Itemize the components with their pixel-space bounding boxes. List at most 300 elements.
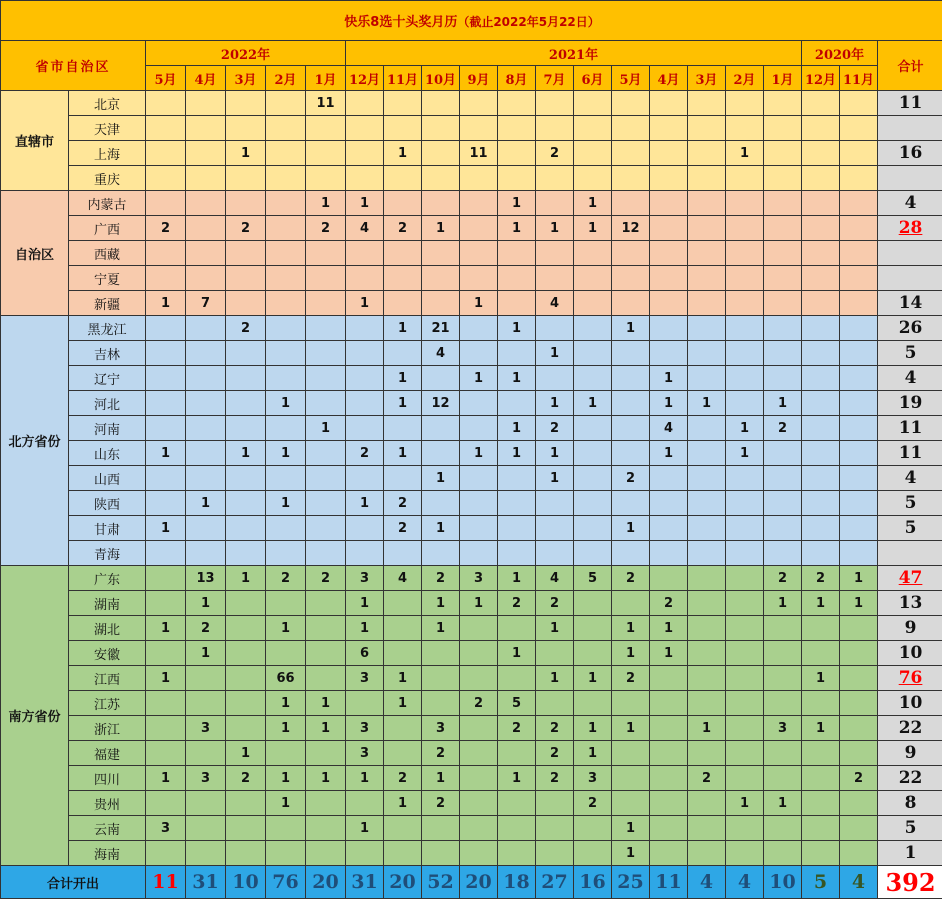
row-total: 11 (878, 91, 942, 116)
count-cell: 2 (536, 141, 574, 166)
count-cell (764, 241, 802, 266)
count-cell (306, 341, 346, 366)
count-cell: 1 (650, 616, 688, 641)
count-cell (726, 491, 764, 516)
count-cell (764, 666, 802, 691)
count-cell (802, 291, 840, 316)
count-cell: 2 (422, 741, 460, 766)
count-cell (186, 691, 226, 716)
row-total: 9 (878, 616, 942, 641)
count-cell (422, 291, 460, 316)
count-cell: 1 (346, 766, 384, 791)
count-cell (186, 191, 226, 216)
count-cell: 1 (266, 441, 306, 466)
count-cell (226, 341, 266, 366)
row-total: 1 (878, 841, 942, 866)
count-cell (226, 641, 266, 666)
count-cell (498, 491, 536, 516)
count-cell: 1 (186, 591, 226, 616)
month-header: 1月 (306, 66, 346, 91)
province-name: 云南 (69, 816, 146, 841)
footer-month-total: 20 (306, 866, 346, 899)
count-cell (266, 216, 306, 241)
count-cell (186, 391, 226, 416)
count-cell: 3 (146, 816, 186, 841)
count-cell: 4 (536, 291, 574, 316)
count-cell (688, 166, 726, 191)
count-cell (688, 791, 726, 816)
subtitle-text: （截止2022年5月22日） (457, 15, 600, 29)
row-total: 26 (878, 316, 942, 341)
count-cell (226, 816, 266, 841)
count-cell (306, 491, 346, 516)
count-cell (650, 466, 688, 491)
count-cell: 1 (460, 591, 498, 616)
count-cell (422, 141, 460, 166)
row-total: 11 (878, 416, 942, 441)
count-cell (688, 741, 726, 766)
count-cell (146, 791, 186, 816)
province-name: 辽宁 (69, 366, 146, 391)
count-cell (612, 491, 650, 516)
count-cell: 4 (346, 216, 384, 241)
count-cell (726, 216, 764, 241)
count-cell (460, 816, 498, 841)
count-cell (536, 191, 574, 216)
count-cell (688, 191, 726, 216)
count-cell (460, 116, 498, 141)
row-total: 5 (878, 341, 942, 366)
province-name: 福建 (69, 741, 146, 766)
count-cell (650, 291, 688, 316)
count-cell: 3 (186, 716, 226, 741)
count-cell (306, 641, 346, 666)
footer-month-total: 31 (186, 866, 226, 899)
province-name: 浙江 (69, 716, 146, 741)
count-cell: 2 (536, 766, 574, 791)
count-cell (384, 541, 422, 566)
count-cell: 2 (422, 791, 460, 816)
count-cell (650, 216, 688, 241)
count-cell (346, 691, 384, 716)
count-cell (226, 241, 266, 266)
count-cell (498, 841, 536, 866)
count-cell: 1 (266, 791, 306, 816)
row-total: 16 (878, 141, 942, 166)
count-cell (650, 816, 688, 841)
count-cell (802, 641, 840, 666)
count-cell: 1 (384, 691, 422, 716)
footer-month-total: 10 (226, 866, 266, 899)
count-cell (266, 591, 306, 616)
table-row (1, 216, 942, 241)
count-cell (146, 566, 186, 591)
count-cell (840, 616, 878, 641)
table-row (1, 516, 942, 541)
count-cell (764, 341, 802, 366)
row-total: 14 (878, 291, 942, 316)
table-row (1, 666, 942, 691)
count-cell: 2 (384, 766, 422, 791)
count-cell (346, 391, 384, 416)
count-cell (266, 541, 306, 566)
count-cell (802, 541, 840, 566)
count-cell (306, 391, 346, 416)
count-cell (226, 166, 266, 191)
table-row (1, 91, 942, 116)
count-cell (422, 91, 460, 116)
count-cell (498, 291, 536, 316)
month-header: 4月 (186, 66, 226, 91)
count-cell (384, 166, 422, 191)
count-cell (840, 266, 878, 291)
count-cell (840, 341, 878, 366)
count-cell (186, 516, 226, 541)
count-cell (726, 666, 764, 691)
count-cell (574, 241, 612, 266)
count-cell: 1 (266, 766, 306, 791)
count-cell (498, 266, 536, 291)
table-title (1, 1, 942, 41)
row-total: 4 (878, 366, 942, 391)
count-cell (688, 491, 726, 516)
month-header: 12月 (346, 66, 384, 91)
count-cell (498, 116, 536, 141)
row-total: 28 (878, 216, 942, 241)
count-cell (612, 416, 650, 441)
row-total: 5 (878, 816, 942, 841)
group-label: 南方省份 (1, 566, 69, 866)
row-total: 5 (878, 516, 942, 541)
count-cell (802, 266, 840, 291)
count-cell (460, 666, 498, 691)
count-cell: 1 (498, 641, 536, 666)
count-cell: 1 (384, 316, 422, 341)
count-cell (574, 491, 612, 516)
count-cell (802, 116, 840, 141)
count-cell (650, 141, 688, 166)
count-cell: 1 (498, 366, 536, 391)
count-cell: 1 (840, 591, 878, 616)
count-cell (346, 466, 384, 491)
count-cell (384, 191, 422, 216)
count-cell (764, 116, 802, 141)
count-cell: 1 (422, 516, 460, 541)
count-cell (650, 541, 688, 566)
count-cell (460, 341, 498, 366)
count-cell (226, 716, 266, 741)
count-cell: 2 (536, 716, 574, 741)
count-cell (764, 291, 802, 316)
count-cell: 1 (688, 391, 726, 416)
table-row (1, 741, 942, 766)
count-cell (460, 91, 498, 116)
count-cell (346, 266, 384, 291)
count-cell: 2 (612, 666, 650, 691)
group-label: 直辖市 (1, 91, 69, 191)
count-cell: 2 (306, 566, 346, 591)
count-cell (764, 166, 802, 191)
count-cell (650, 566, 688, 591)
count-cell (146, 316, 186, 341)
province-name: 重庆 (69, 166, 146, 191)
count-cell: 1 (498, 566, 536, 591)
count-cell (498, 741, 536, 766)
count-cell: 2 (460, 691, 498, 716)
province-name: 宁夏 (69, 266, 146, 291)
count-cell (802, 391, 840, 416)
count-cell: 1 (764, 391, 802, 416)
count-cell (146, 491, 186, 516)
count-cell (460, 216, 498, 241)
row-total: 8 (878, 791, 942, 816)
count-cell: 2 (574, 791, 612, 816)
count-cell (186, 816, 226, 841)
count-cell: 1 (802, 666, 840, 691)
count-cell (688, 691, 726, 716)
count-cell: 1 (146, 616, 186, 641)
province-name: 河南 (69, 416, 146, 441)
count-cell: 11 (306, 91, 346, 116)
count-cell (802, 91, 840, 116)
count-cell (226, 416, 266, 441)
count-cell (422, 166, 460, 191)
count-cell (498, 516, 536, 541)
count-cell (536, 791, 574, 816)
count-cell (612, 691, 650, 716)
table-row (1, 591, 942, 616)
count-cell (536, 691, 574, 716)
count-cell: 1 (384, 441, 422, 466)
count-cell: 1 (840, 566, 878, 591)
row-total (878, 116, 942, 141)
count-cell: 2 (422, 566, 460, 591)
count-cell (346, 116, 384, 141)
count-cell (650, 241, 688, 266)
count-cell (574, 541, 612, 566)
count-cell: 2 (498, 591, 536, 616)
table-row (1, 366, 942, 391)
count-cell (688, 216, 726, 241)
count-cell (146, 141, 186, 166)
count-cell: 1 (226, 741, 266, 766)
count-cell (764, 266, 802, 291)
count-cell (802, 841, 840, 866)
count-cell (688, 816, 726, 841)
count-cell (802, 191, 840, 216)
count-cell: 11 (460, 141, 498, 166)
count-cell: 1 (384, 391, 422, 416)
row-total (878, 266, 942, 291)
count-cell (688, 116, 726, 141)
count-cell (726, 566, 764, 591)
count-cell (764, 491, 802, 516)
count-cell (536, 816, 574, 841)
count-cell (840, 191, 878, 216)
count-cell (346, 516, 384, 541)
count-cell (650, 766, 688, 791)
table-row (1, 716, 942, 741)
count-cell: 1 (346, 291, 384, 316)
count-cell: 1 (726, 441, 764, 466)
count-cell (802, 766, 840, 791)
count-cell: 1 (612, 516, 650, 541)
count-cell (688, 441, 726, 466)
count-cell (384, 841, 422, 866)
count-cell: 1 (612, 641, 650, 666)
count-cell (384, 716, 422, 741)
count-cell (422, 541, 460, 566)
count-cell (498, 141, 536, 166)
count-cell (764, 316, 802, 341)
row-total: 76 (878, 666, 942, 691)
footer-month-total: 52 (422, 866, 460, 899)
count-cell: 1 (306, 691, 346, 716)
count-cell: 2 (764, 566, 802, 591)
count-cell (840, 666, 878, 691)
count-cell (460, 391, 498, 416)
count-cell (802, 616, 840, 641)
count-cell (840, 416, 878, 441)
month-header: 7月 (536, 66, 574, 91)
count-cell (802, 166, 840, 191)
count-cell (186, 541, 226, 566)
count-cell: 1 (346, 616, 384, 641)
count-cell (764, 841, 802, 866)
count-cell: 1 (574, 741, 612, 766)
count-cell (384, 241, 422, 266)
count-cell: 1 (146, 666, 186, 691)
count-cell: 1 (422, 216, 460, 241)
count-cell (574, 291, 612, 316)
count-cell (726, 166, 764, 191)
count-cell (306, 141, 346, 166)
count-cell (764, 766, 802, 791)
count-cell (612, 541, 650, 566)
count-cell (146, 116, 186, 141)
count-cell (574, 841, 612, 866)
count-cell (802, 741, 840, 766)
count-cell (226, 466, 266, 491)
count-cell (688, 316, 726, 341)
row-total: 4 (878, 191, 942, 216)
count-cell (764, 616, 802, 641)
total-header: 合计 (878, 41, 942, 91)
count-cell (460, 516, 498, 541)
province-name: 西藏 (69, 241, 146, 266)
count-cell (422, 666, 460, 691)
count-cell (460, 466, 498, 491)
count-cell (802, 791, 840, 816)
count-cell (574, 591, 612, 616)
count-cell (688, 266, 726, 291)
count-cell (498, 791, 536, 816)
count-cell: 4 (384, 566, 422, 591)
province-name: 四川 (69, 766, 146, 791)
count-cell (346, 141, 384, 166)
count-cell (650, 116, 688, 141)
row-total: 47 (878, 566, 942, 591)
count-cell (384, 741, 422, 766)
count-cell (612, 141, 650, 166)
count-cell (650, 316, 688, 341)
count-cell (688, 591, 726, 616)
footer-month-total: 27 (536, 866, 574, 899)
count-cell: 1 (650, 641, 688, 666)
table-row (1, 166, 942, 191)
count-cell (146, 91, 186, 116)
count-cell (802, 416, 840, 441)
count-cell (840, 291, 878, 316)
count-cell: 1 (536, 616, 574, 641)
count-cell (574, 366, 612, 391)
count-cell: 3 (346, 666, 384, 691)
count-cell (688, 366, 726, 391)
count-cell (266, 641, 306, 666)
title-row (1, 1, 942, 41)
count-cell (764, 216, 802, 241)
table-row (1, 266, 942, 291)
count-cell (146, 416, 186, 441)
count-cell (764, 366, 802, 391)
count-cell: 3 (460, 566, 498, 591)
province-name: 甘肃 (69, 516, 146, 541)
table-row (1, 566, 942, 591)
count-cell (726, 591, 764, 616)
year-header: 2021年 (346, 41, 802, 66)
count-cell (574, 416, 612, 441)
count-cell (650, 516, 688, 541)
count-cell (422, 366, 460, 391)
count-cell (186, 241, 226, 266)
count-cell (612, 791, 650, 816)
month-header: 11月 (840, 66, 878, 91)
count-cell: 1 (650, 366, 688, 391)
count-cell (764, 741, 802, 766)
count-cell (764, 641, 802, 666)
count-cell (802, 691, 840, 716)
row-total: 11 (878, 441, 942, 466)
count-cell (346, 791, 384, 816)
footer-month-total: 4 (726, 866, 764, 899)
count-cell (536, 366, 574, 391)
count-cell (186, 791, 226, 816)
count-cell (146, 841, 186, 866)
count-cell (266, 516, 306, 541)
count-cell: 13 (186, 566, 226, 591)
count-cell (612, 741, 650, 766)
count-cell (726, 541, 764, 566)
count-cell (764, 441, 802, 466)
province-name: 北京 (69, 91, 146, 116)
count-cell (802, 816, 840, 841)
count-cell: 3 (186, 766, 226, 791)
row-total: 9 (878, 741, 942, 766)
count-cell (266, 241, 306, 266)
count-cell (146, 541, 186, 566)
count-cell (146, 266, 186, 291)
count-cell (306, 666, 346, 691)
count-cell (226, 841, 266, 866)
count-cell (266, 91, 306, 116)
count-cell: 2 (226, 316, 266, 341)
count-cell: 1 (266, 391, 306, 416)
count-cell (840, 466, 878, 491)
count-cell (764, 691, 802, 716)
count-cell: 12 (612, 216, 650, 241)
count-cell: 1 (726, 141, 764, 166)
count-cell (266, 416, 306, 441)
